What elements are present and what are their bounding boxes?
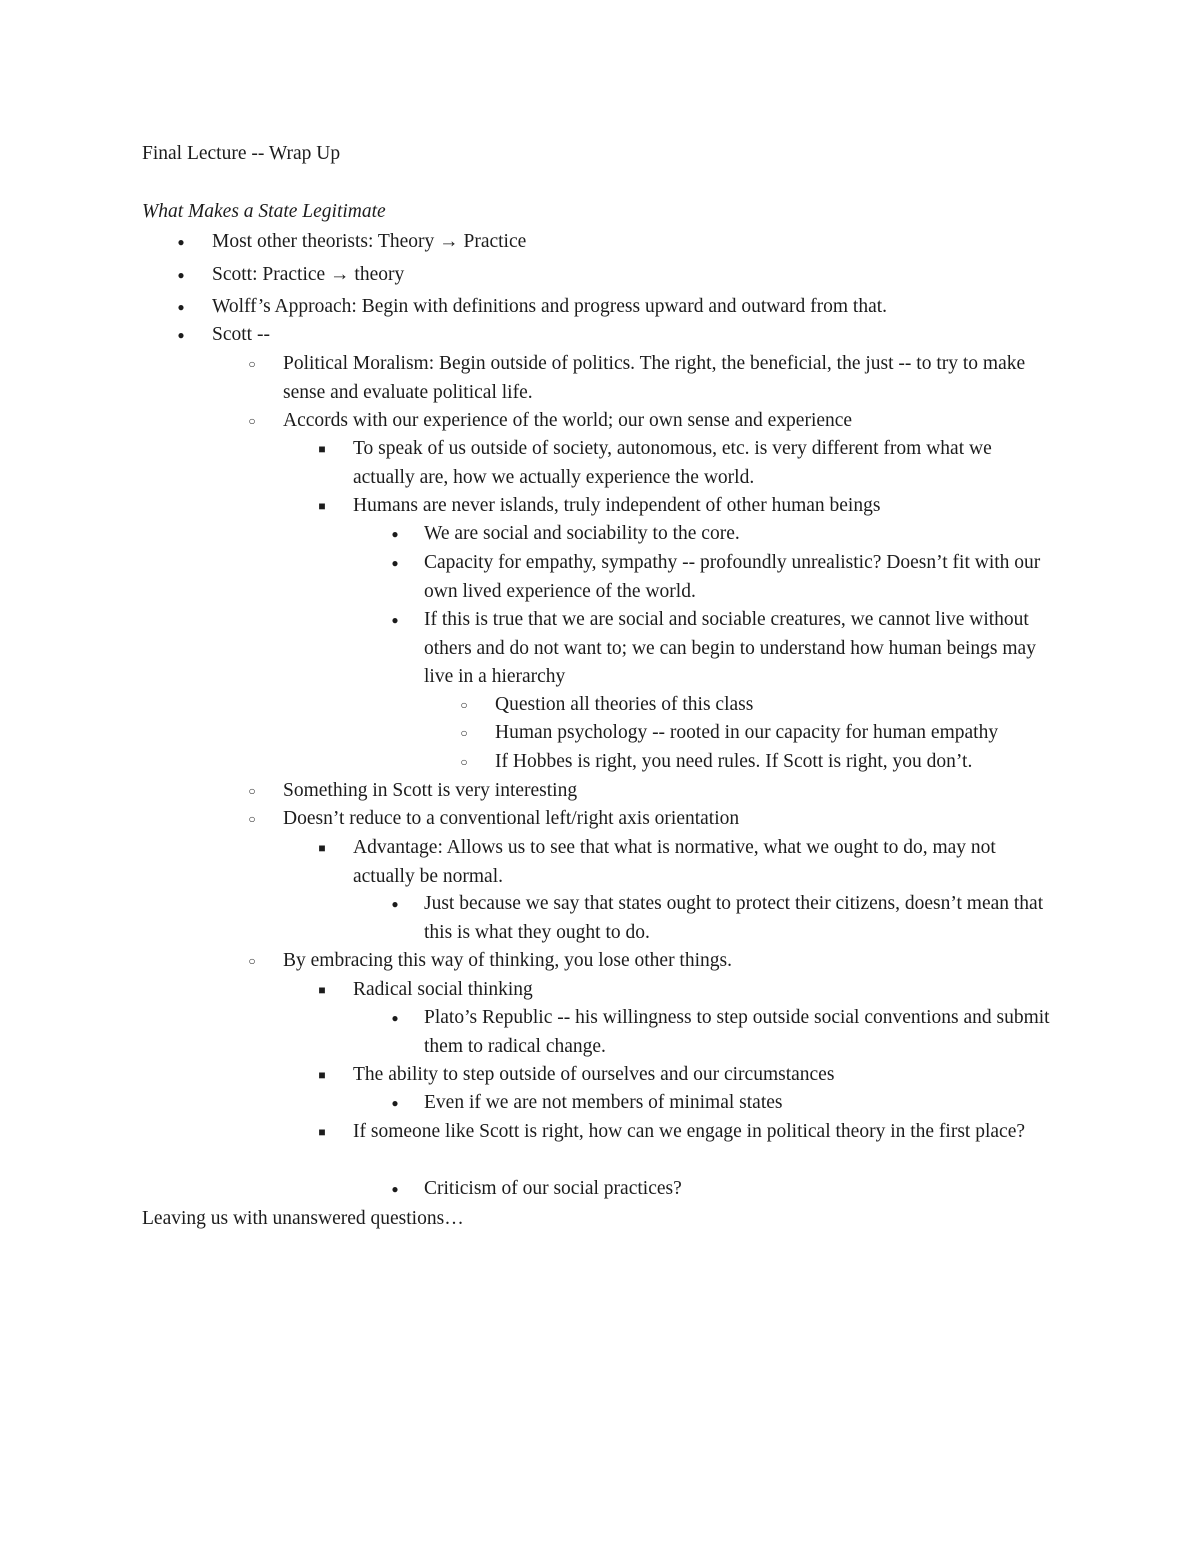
list-bullet-icon: ○ <box>248 954 256 968</box>
list-bullet-icon: ● <box>177 268 185 282</box>
list-item: The ability to step outside of ourselves and our circumstances <box>353 1064 835 1085</box>
list-bullet-icon: ● <box>177 300 185 314</box>
list-bullet-icon: ○ <box>248 784 256 798</box>
list-bullet-icon: ○ <box>460 698 468 712</box>
list-bullet-icon: ■ <box>318 983 326 997</box>
list-bullet-icon: ■ <box>318 1068 326 1082</box>
list-bullet-icon: ○ <box>460 755 468 769</box>
list-bullet-icon: ■ <box>318 841 326 855</box>
list-bullet-icon: ○ <box>248 812 256 826</box>
list-item: Wolff’s Approach: Begin with definitions and progress upward and outward from that. <box>212 296 888 317</box>
list-bullet-icon: ● <box>391 613 399 627</box>
list-item: Capacity for empathy, sympathy -- profoundly unrealistic? Doesn’t fit with our own lived experience of the world. <box>424 552 1041 602</box>
list-item: Just because we say that states ought to protect their citizens, doesn’t mean that this is what they ought to do. <box>424 893 1044 943</box>
list-bullet-icon: ○ <box>460 726 468 740</box>
list-bullet-icon: ■ <box>318 442 326 456</box>
list-item: Radical social thinking <box>353 979 533 1000</box>
list-item: Even if we are not members of minimal states <box>424 1092 783 1113</box>
list-bullet-icon: ■ <box>318 1125 326 1139</box>
list-bullet-icon: ○ <box>248 357 256 371</box>
list-item: To speak of us outside of society, autonomous, etc. is very different from what we actually are, how we actually experience the world. <box>353 438 992 488</box>
list-item: Advantage: Allows us to see that what is normative, what we ought to do, may not actually be normal. <box>353 837 996 887</box>
list-item: Something in Scott is very interesting <box>283 780 578 801</box>
list-bullet-icon: ● <box>391 897 399 911</box>
list-item: Plato’s Republic -- his willingness to step outside social conventions and submit them to radical change. <box>424 1007 1050 1057</box>
list-bullet-icon: ● <box>391 1182 399 1196</box>
list-item: Scott -- <box>212 324 270 345</box>
list-bullet-icon: ● <box>391 556 399 570</box>
list-bullet-icon: ● <box>177 328 185 342</box>
list-bullet-icon: ● <box>177 235 185 249</box>
section-heading: What Makes a State Legitimate <box>142 201 386 222</box>
list-item: By embracing this way of thinking, you lose other things. <box>283 950 732 971</box>
list-item: Scott: Practice → theory <box>212 264 405 285</box>
list-item: Doesn’t reduce to a conventional left/right axis orientation <box>283 808 740 829</box>
list-item: If someone like Scott is right, how can we engage in political theory in the first place? <box>353 1121 1026 1142</box>
list-item: Question all theories of this class <box>495 694 754 715</box>
list-item: Most other theorists: Theory → Practice <box>212 231 527 252</box>
list-item: If this is true that we are social and sociable creatures, we cannot live without others and do not want to; we can begin to understand how human beings may live in a hierarchy <box>424 609 1036 687</box>
list-item: Accords with our experience of the world; our own sense and experience <box>283 410 853 431</box>
list-item: Humans are never islands, truly independent of other human beings <box>353 495 881 516</box>
list-bullet-icon: ● <box>391 1011 399 1025</box>
list-item: Criticism of our social practices? <box>424 1178 682 1199</box>
list-item: Human psychology -- rooted in our capacity for human empathy <box>495 722 999 743</box>
list-item: Political Moralism: Begin outside of politics. The right, the beneficial, the just -- to try to make sense and evaluate political life. <box>283 353 1026 403</box>
closing-line: Leaving us with unanswered questions… <box>142 1208 464 1229</box>
list-bullet-icon: ● <box>391 527 399 541</box>
list-item: If Hobbes is right, you need rules. If Scott is right, you don’t. <box>495 751 973 772</box>
list-bullet-icon: ○ <box>248 414 256 428</box>
list-bullet-icon: ● <box>391 1096 399 1110</box>
list-bullet-icon: ■ <box>318 499 326 513</box>
list-item: We are social and sociability to the core. <box>424 523 740 544</box>
document-title: Final Lecture -- Wrap Up <box>142 143 341 164</box>
